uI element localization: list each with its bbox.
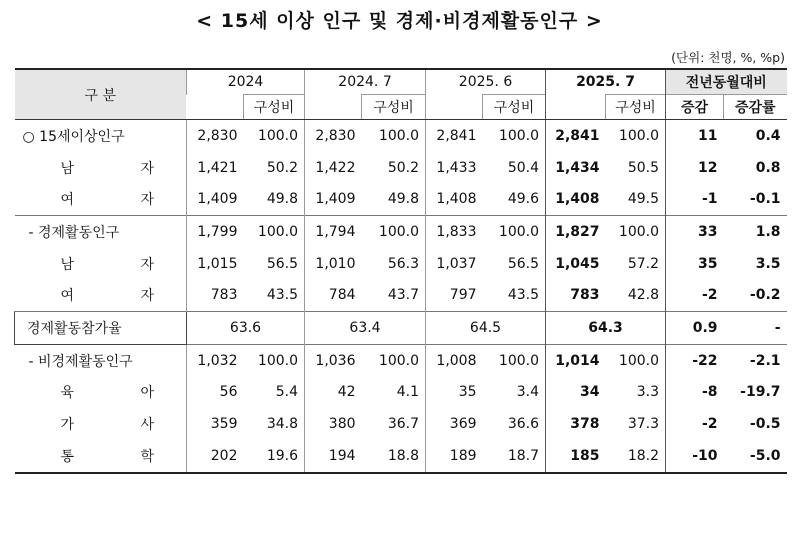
cell: 185 (546, 440, 606, 473)
row-label: 여 자 (60, 288, 155, 305)
cell: 783 (187, 279, 244, 311)
cell: 783 (546, 279, 606, 311)
cell: 100.0 (606, 216, 666, 248)
cell: 3.4 (516, 384, 540, 401)
change-header: 증감 (666, 95, 724, 120)
cell: 0.4 (755, 127, 781, 144)
cell: 100.0 (244, 344, 305, 376)
cell: 0.8 (755, 159, 781, 176)
cell: 359 (187, 408, 244, 440)
cell: 43.5 (507, 287, 540, 304)
cell: -0.1 (749, 191, 781, 208)
cell: 2,830 (187, 120, 244, 152)
cell: 100.0 (257, 127, 299, 144)
cell: -2 (666, 279, 724, 311)
row-label: - 비경제활동인구 (15, 344, 187, 376)
cell: 1,408 (546, 183, 606, 215)
cell: - (724, 312, 787, 345)
cell: 56.3 (387, 255, 420, 272)
row-label: 여 자 (60, 192, 155, 209)
cell: 50.2 (387, 159, 420, 176)
cell: 1,434 (546, 152, 606, 184)
cell: 1,010 (305, 248, 362, 280)
cell: -0.5 (749, 416, 781, 433)
cell: 1,037 (426, 248, 483, 280)
table-row (15, 279, 787, 311)
cell: 784 (305, 279, 362, 311)
cell: 1,421 (187, 152, 244, 184)
composition-header: 구성비 (483, 95, 546, 120)
cell: 202 (187, 440, 244, 473)
cell: 2,841 (546, 120, 606, 152)
cell: 35 (666, 248, 724, 280)
cell: 56 (187, 377, 244, 409)
cell: 100.0 (244, 216, 305, 248)
row-label: 남 자 (60, 256, 155, 273)
cell: 194 (305, 440, 362, 473)
cell: 5.4 (275, 384, 299, 401)
cell: 63.6 (187, 312, 305, 345)
cell: 100.0 (498, 127, 540, 144)
yoy-header: 전년동월대비 (666, 69, 787, 95)
row-label: - 경제활동인구 (15, 216, 187, 248)
cell: 100.0 (362, 216, 426, 248)
cell: 50.2 (266, 159, 299, 176)
cell: 56.5 (507, 255, 540, 272)
cell: 50.4 (507, 159, 540, 176)
cell: 1,422 (305, 152, 362, 184)
table-row (15, 440, 787, 473)
cell: 18.7 (483, 440, 546, 473)
cell: 3.5 (755, 255, 781, 272)
cell: -2 (666, 408, 724, 440)
year-header-2025-6: 2025. 6 (426, 69, 546, 95)
cell: 1,036 (305, 344, 362, 376)
table-row (15, 344, 787, 376)
table-row (15, 377, 787, 409)
cell: 64.5 (426, 312, 546, 345)
row-label: ○ 15세이상인구 (22, 128, 125, 145)
cell: 797 (426, 279, 483, 311)
cell: 1,827 (546, 216, 606, 248)
cell: -22 (666, 344, 724, 376)
cell: 1,833 (426, 216, 483, 248)
stats-table (14, 68, 787, 474)
cell: 1,409 (187, 183, 244, 215)
cell: 49.6 (507, 191, 540, 208)
cell: 1,032 (187, 344, 244, 376)
cell: 3.3 (636, 384, 660, 401)
cell: 34.8 (266, 416, 299, 433)
cell: 1,045 (546, 248, 606, 280)
cell: 49.8 (387, 191, 420, 208)
cell: 1,799 (187, 216, 244, 248)
cell: 1,014 (546, 344, 606, 376)
cell: -19.7 (740, 384, 781, 401)
cell: 369 (426, 408, 483, 440)
cell: 1,008 (426, 344, 483, 376)
cell: 37.3 (627, 416, 660, 433)
cell: 1,433 (426, 152, 483, 184)
composition-header: 구성비 (362, 95, 426, 120)
cell: 43.7 (387, 287, 420, 304)
cell: 33 (666, 216, 724, 248)
cell: 1,794 (305, 216, 362, 248)
cell: -10 (666, 440, 724, 473)
table-row (15, 120, 787, 152)
cell: 63.4 (305, 312, 426, 345)
row-label: 육 아 (60, 385, 155, 402)
cell: 100.0 (606, 344, 666, 376)
table-row (15, 248, 787, 280)
cell: -2.1 (724, 344, 787, 376)
cell: 18.2 (606, 440, 666, 473)
cell: 100.0 (483, 216, 546, 248)
cell: 4.1 (396, 384, 420, 401)
cell: 0.9 (666, 312, 724, 345)
participation-label: 경제활동참가율 (15, 312, 187, 345)
cell: 43.5 (266, 287, 299, 304)
cell: 49.8 (266, 191, 299, 208)
cell: 42 (305, 377, 362, 409)
row-label: 남 자 (60, 160, 155, 177)
cell: 100.0 (362, 344, 426, 376)
cell: -8 (666, 377, 724, 409)
cell: -1 (666, 183, 724, 215)
row-label: 가 사 (60, 417, 155, 434)
table-row (15, 312, 787, 345)
cell: 1.8 (724, 216, 787, 248)
cell: 1,408 (426, 183, 483, 215)
cell: 380 (305, 408, 362, 440)
cell: 100.0 (483, 344, 546, 376)
cell: 18.8 (362, 440, 426, 473)
cell: 34 (546, 377, 606, 409)
change-rate-header: 증감률 (724, 95, 787, 120)
cell: 57.2 (627, 255, 660, 272)
cell: 378 (546, 408, 606, 440)
cell: 1,015 (187, 248, 244, 280)
unit-note: (단위: 천명, %, %p) (671, 50, 785, 65)
page-title: < 15세 이상 인구 및 경제·비경제활동인구 > (196, 10, 603, 32)
composition-header: 구성비 (606, 95, 666, 120)
cell: 64.3 (546, 312, 666, 345)
year-header-2024: 2024 (187, 69, 305, 95)
cell: -0.2 (749, 287, 781, 304)
cell: 1,409 (305, 183, 362, 215)
cell: -5.0 (724, 440, 787, 473)
cell: 2,830 (305, 120, 362, 152)
composition-header: 구성비 (244, 95, 305, 120)
cell: 56.5 (266, 255, 299, 272)
cell: 100.0 (378, 127, 420, 144)
cell: 50.5 (627, 159, 660, 176)
table-row (15, 183, 787, 215)
year-header-2025-7: 2025. 7 (546, 69, 666, 95)
table-row (15, 408, 787, 440)
cell: 11 (666, 120, 724, 152)
category-header: 구 분 (15, 69, 187, 120)
cell: 49.5 (627, 191, 660, 208)
year-header-2024-7: 2024. 7 (305, 69, 426, 95)
cell: 2,841 (426, 120, 483, 152)
cell: 100.0 (618, 127, 660, 144)
cell: 19.6 (244, 440, 305, 473)
cell: 12 (666, 152, 724, 184)
cell: 36.6 (507, 416, 540, 433)
cell: 189 (426, 440, 483, 473)
table-row (15, 216, 787, 248)
cell: 35 (426, 377, 483, 409)
cell: 42.8 (627, 287, 660, 304)
row-label: 통 학 (15, 440, 187, 473)
cell: 36.7 (387, 416, 420, 433)
table-row (15, 152, 787, 184)
